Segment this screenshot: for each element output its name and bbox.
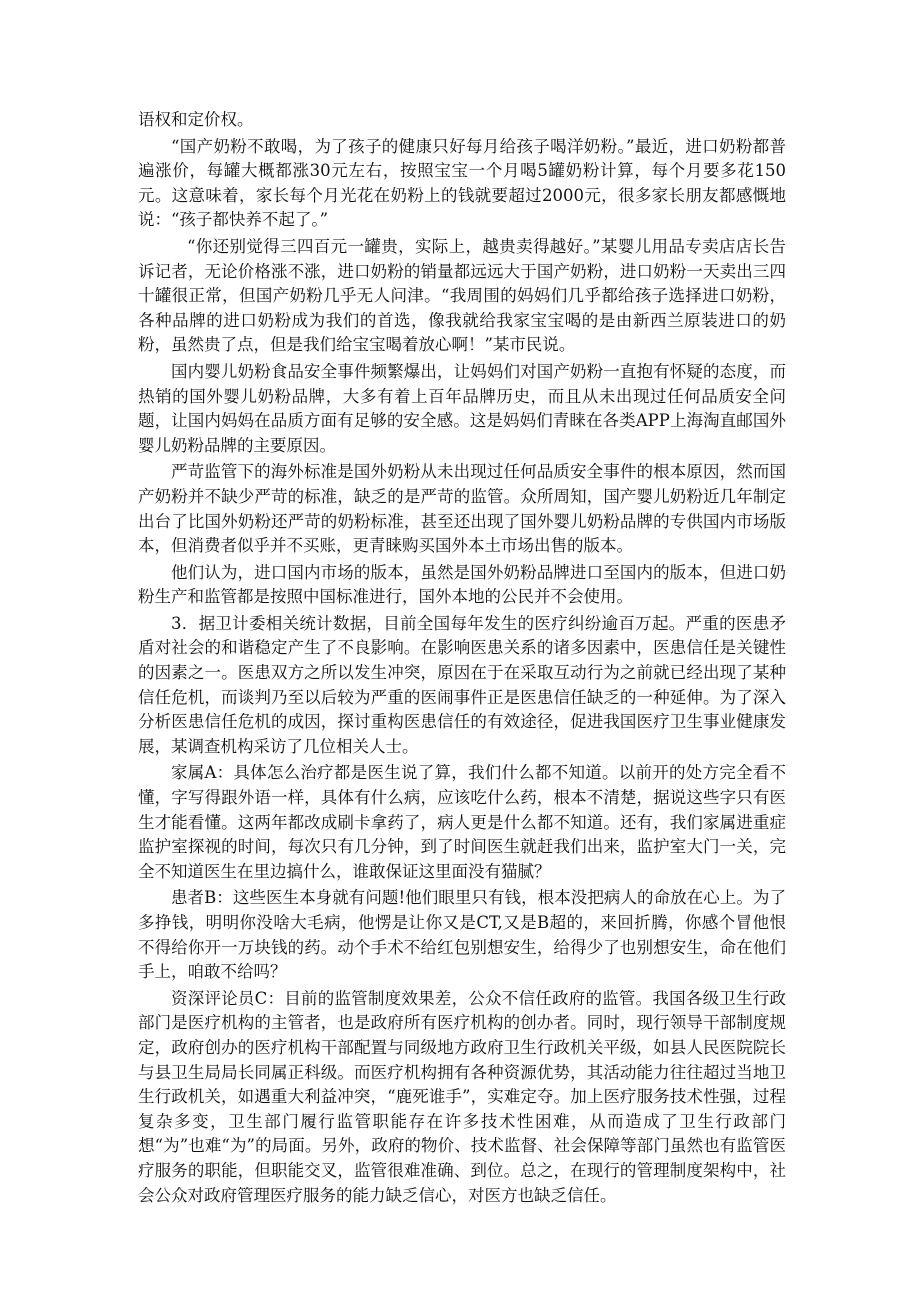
paragraph-8: 家属A：具体怎么治疗都是医生说了算，我们什么都不知道。以前开的处方完全看不懂，字写得跟外语一样，具体有什么病，应该吃什么药，根本不清楚，据说这些字只有医生才能看懂。这两年都改成刷卡拿药了，病人更是什么都不知道。还有，我们家属进重症监护室探视的时间，每次只有几分钟，到了时间医生就赶我们出来，监护室大门一关，完全不知道医生在里边搞什么，谁敢保证这里面没有猫腻？ — [138, 763, 786, 881]
document-body — [138, 108, 786, 1210]
paragraph-7: 3．据卫计委相关统计数据，目前全国每年发生的医疗纠纷逾百万起。严重的医患矛盾对社会的和谐稳定产生了不良影响。在影响医患关系的诸多因素中，医患信任是关键性的因素之一。医患双方之所以发生冲突，原因在于在采取互动行为之前就已经出现了某种信任危机，而谈判乃至以后较为严重的医闹事件正是医患信任缺乏的一种延伸。为了深入分析医患信任危机的成因，探讨重构医患信任的有效途径，促进我国医疗卫生事业健康发展，某调查机构采访了几位相关人士。 — [138, 613, 786, 756]
paragraph-6: 他们认为，进口国内市场的版本，虽然是国外奶粉品牌进口至国内的版本，但进口奶粉生产和监管都是按照中国标准进行，国外本地的公民并不会使用。 — [138, 562, 786, 607]
paragraph-2: “国产奶粉不敢喝，为了孩子的健康只好每月给孩子喝洋奶粉。”最近，进口奶粉都普遍涨价，每罐大概都涨30元左右，按照宝宝一个月喝5罐奶粉计算，每个月要多花150元。这意味着，家长每个月光花在奶粉上的钱就要超过2000元，很多家长朋友都感慨地说：“孩子都快养不起了。” — [138, 136, 786, 230]
paragraph-10: 资深评论员C：目前的监管制度效果差，公众不信任政府的监管。我国各级卫生行政部门是医疗机构的主管者，也是政府所有医疗机构的创办者。同时，现行领导干部制度规定，政府创办的医疗机构干部配置与同级地方政府卫生行政机关平级，如县人民医院院长与县卫生局局长同属正科级。而医疗机构拥有各种资源优势，其活动能力往往超过当地卫生行政机关，如遇重大利益冲突，“鹿死谁手”，实难定夺。加上医疗服务技术性强，过程复杂多变，卫生部门履行监管职能存在许多技术性困难，从而造成了卫生行政部门想“为”也难“为”的局面。另外，政府的物价、技术监督、社会保障等部门虽然也有监管医疗服务的职能，但职能交叉，监管很难准确、到位。总之，在现行的管理制度架构中，社会公众对政府管理医疗服务的能力缺乏信心，对医方也缺乏信任。 — [138, 988, 786, 1205]
paragraph-5: 严苛监管下的海外标准是国外奶粉从未出现过任何品质安全事件的根本原因，然而国产奶粉并不缺少严苛的标准，缺乏的是严苛的监管。众所周知，国产婴儿奶粉近几年制定出台了比国外奶粉还严苛的奶粉标准，甚至还出现了国外婴儿奶粉品牌的专供国内市场版本，但消费者似乎并不买账，更青睐购买国外本土市场出售的版本。 — [138, 462, 786, 556]
paragraph-9: 患者B：这些医生本身就有问题!他们眼里只有钱，根本没把病人的命放在心上。为了多挣钱，明明你没啥大毛病，他愣是让你又是CT,又是B超的，来回折腾，你感个冒他恨不得给你开一万块钱的药。动个手术不给红包别想安生，给得少了也别想安生，命在他们手上，咱敢不给吗？ — [138, 888, 786, 982]
paragraph-3: “你还别觉得三四百元一罐贵，实际上，越贵卖得越好。”某婴儿用品专卖店店长告诉记者，无论价格涨不涨，进口奶粉的销量都远远大于国产奶粉，进口奶粉一天卖出三四十罐很正常，但国产奶粉几乎无人问津。“我周围的妈妈们几乎都给孩子选择进口奶粉，各种品牌的进口奶粉成为我们的首选，像我就给我家宝宝喝的是由新西兰原装进口的奶粉，虽然贵了点，但是我们给宝宝喝着放心啊！”某市民说。 — [138, 236, 786, 355]
paragraph-4: 国内婴儿奶粉食品安全事件频繁爆出，让妈妈们对国产奶粉一直抱有怀疑的态度，而热销的国外婴儿奶粉品牌，大多有着上百年品牌历史，而且从未出现过任何品质安全问题，让国内妈妈在品质方面有足够的安全感。这是妈妈们青睐在各类APP上海淘直邮国外婴儿奶粉品牌的主要原因。 — [138, 361, 786, 455]
paragraph-1: 语权和定价权。 — [138, 110, 254, 129]
